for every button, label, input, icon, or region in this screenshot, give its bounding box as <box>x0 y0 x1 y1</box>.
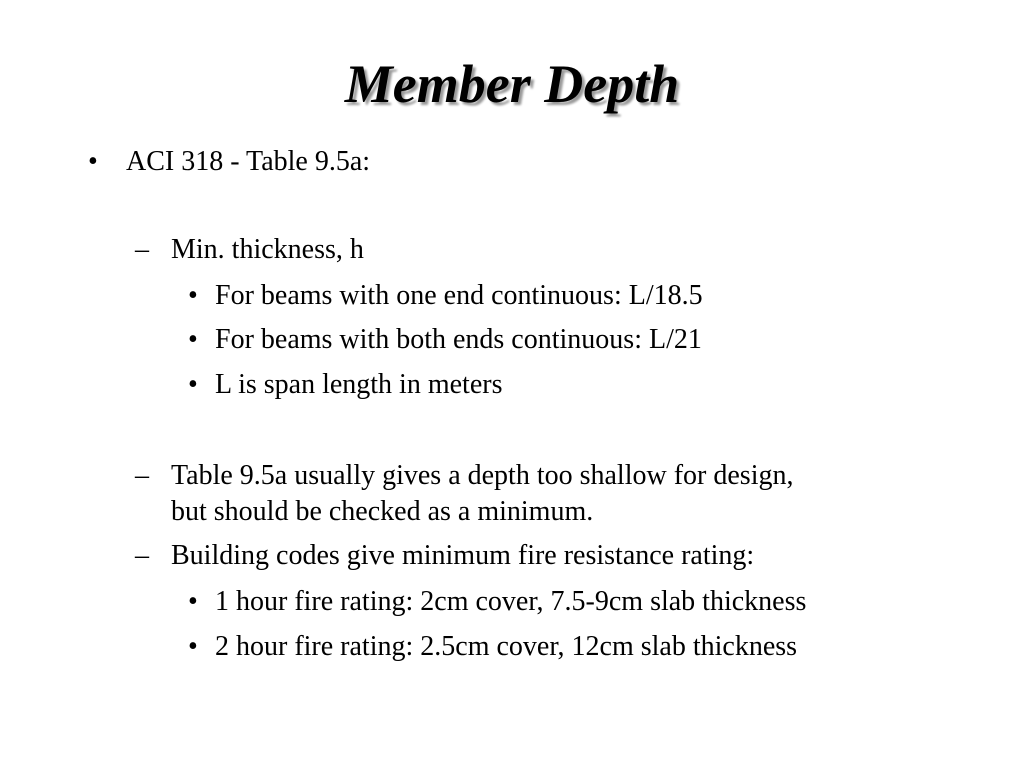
subbullet-text: Min. thickness, h <box>171 234 364 265</box>
dash-marker: – <box>135 540 149 571</box>
item-text: 1 hour fire rating: 2cm cover, 7.5-9cm slab thickness <box>215 586 807 617</box>
bullet-marker: • <box>188 280 198 311</box>
bullet-marker: • <box>188 586 198 617</box>
bullet-marker: • <box>188 631 198 662</box>
item-text: For beams with one end continuous: L/18.5 <box>215 280 703 311</box>
dash-marker: – <box>135 234 149 265</box>
subbullet-text-line-2: but should be checked as a minimum. <box>171 496 594 527</box>
bullet-marker: • <box>188 324 198 355</box>
slide-title: Member Depth <box>344 54 680 114</box>
item-text: L is span length in meters <box>215 369 503 400</box>
bullet-marker: • <box>88 146 98 177</box>
dash-marker: – <box>135 460 149 491</box>
subbullet-text: Building codes give minimum fire resistance rating: <box>171 540 755 571</box>
bullet-text: ACI 318 - Table 9.5a: <box>126 146 371 177</box>
subbullet-text-line-1: Table 9.5a usually gives a depth too shallow for design, <box>171 460 794 491</box>
item-text: 2 hour fire rating: 2.5cm cover, 12cm slab thickness <box>215 631 798 662</box>
bullet-marker: • <box>188 369 198 400</box>
item-text: For beams with both ends continuous: L/21 <box>215 324 702 355</box>
